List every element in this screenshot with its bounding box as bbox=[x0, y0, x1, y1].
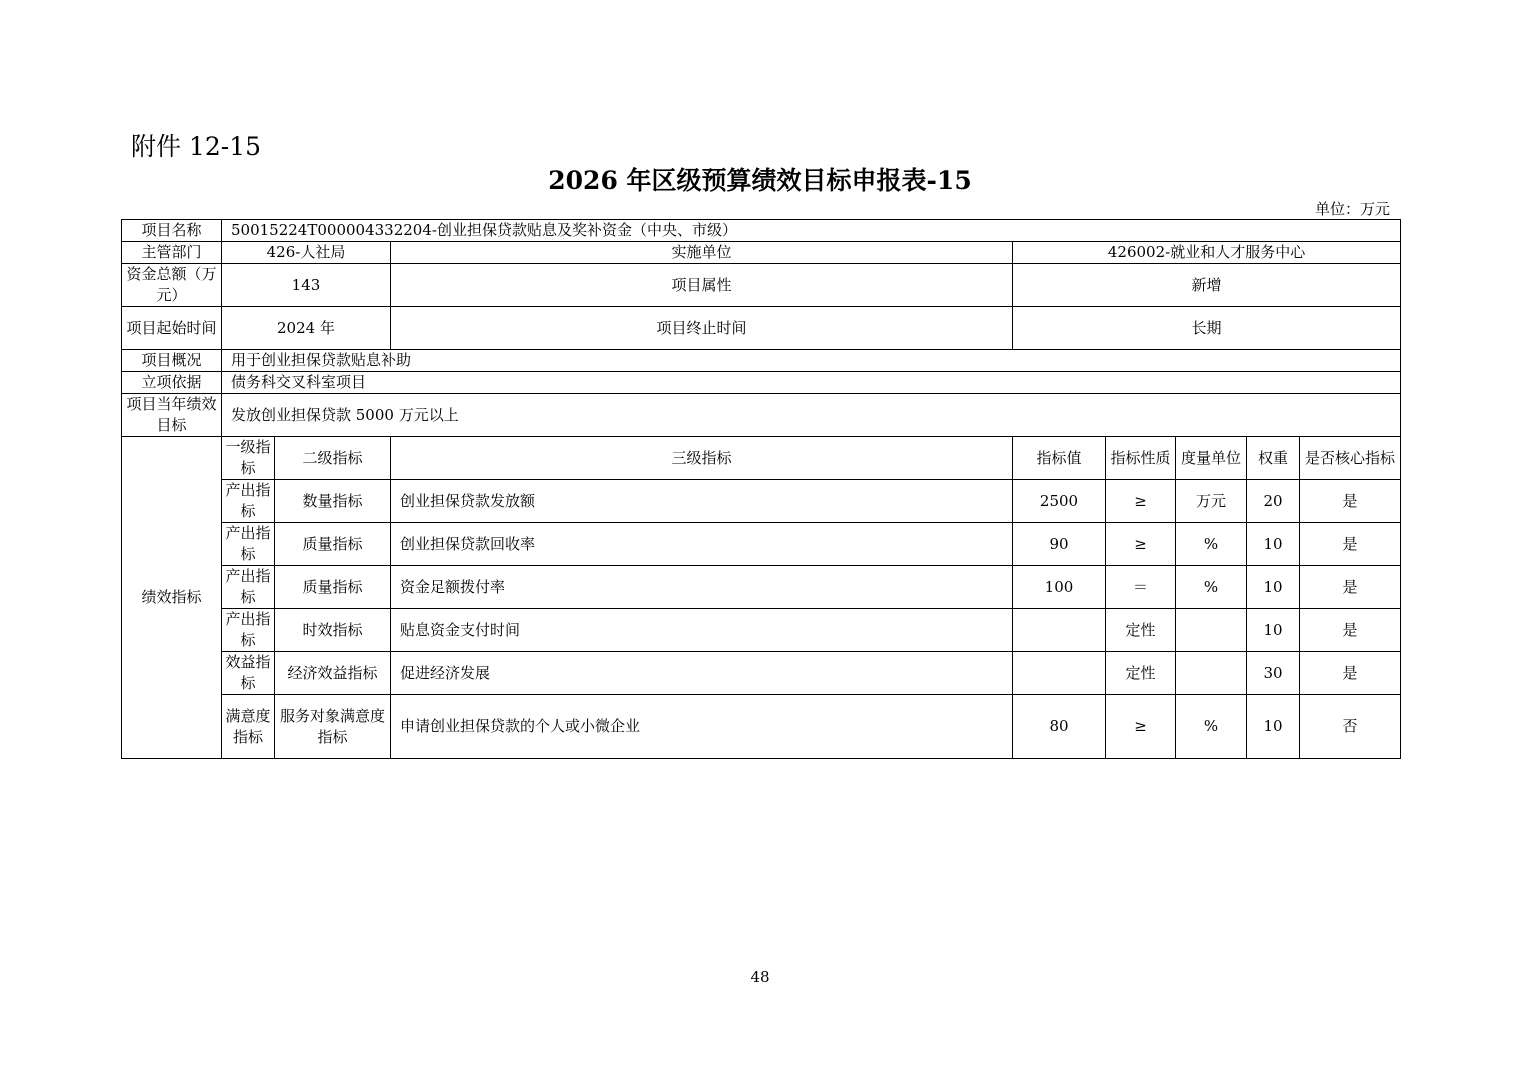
goal-value: 发放创业担保贷款 5000 万元以上 bbox=[222, 394, 1401, 437]
core-cell: 是 bbox=[1300, 609, 1401, 652]
impl-label: 实施单位 bbox=[391, 242, 1013, 264]
weight-cell: 20 bbox=[1247, 480, 1300, 523]
page-number: 48 bbox=[750, 968, 770, 986]
value-cell: 80 bbox=[1013, 695, 1106, 759]
performance-target-table bbox=[121, 219, 1401, 759]
weight-cell: 10 bbox=[1247, 566, 1300, 609]
attachment-label: 附件 12-15 bbox=[131, 132, 262, 161]
impl-value: 426002-就业和人才服务中心 bbox=[1013, 242, 1401, 264]
row-goal bbox=[122, 394, 1401, 437]
weight-cell: 10 bbox=[1247, 609, 1300, 652]
unit-cell: % bbox=[1176, 695, 1247, 759]
row-project-name bbox=[122, 220, 1401, 242]
row-fund bbox=[122, 264, 1401, 307]
level1-cell: 产出指标 bbox=[222, 566, 275, 609]
level2-cell: 时效指标 bbox=[275, 609, 391, 652]
indicator-row bbox=[122, 566, 1401, 609]
nature-cell: ≥ bbox=[1106, 480, 1176, 523]
nature-cell: ≥ bbox=[1106, 695, 1176, 759]
row-overview bbox=[122, 350, 1401, 372]
header-value: 指标值 bbox=[1013, 437, 1106, 480]
level3-cell: 创业担保贷款回收率 bbox=[391, 523, 1013, 566]
level3-cell: 促进经济发展 bbox=[391, 652, 1013, 695]
unit-cell bbox=[1176, 652, 1247, 695]
value-cell: 100 bbox=[1013, 566, 1106, 609]
core-cell: 是 bbox=[1300, 566, 1401, 609]
level1-cell: 满意度指标 bbox=[222, 695, 275, 759]
unit-cell bbox=[1176, 609, 1247, 652]
core-cell: 是 bbox=[1300, 480, 1401, 523]
indicator-row bbox=[122, 609, 1401, 652]
overview-label: 项目概况 bbox=[122, 350, 222, 372]
unit-cell: % bbox=[1176, 566, 1247, 609]
header-core: 是否核心指标 bbox=[1300, 437, 1401, 480]
end-value: 长期 bbox=[1013, 307, 1401, 350]
core-cell: 是 bbox=[1300, 523, 1401, 566]
goal-label: 项目当年绩效目标 bbox=[122, 394, 222, 437]
value-cell: 2500 bbox=[1013, 480, 1106, 523]
indicator-header-row bbox=[122, 437, 1401, 480]
attr-value: 新增 bbox=[1013, 264, 1401, 307]
indicator-row bbox=[122, 480, 1401, 523]
project-name-value: 50015224T000004332204-创业担保贷款贴息及奖补资金（中央、市级） bbox=[222, 220, 1401, 242]
level2-cell: 数量指标 bbox=[275, 480, 391, 523]
weight-cell: 30 bbox=[1247, 652, 1300, 695]
fund-label: 资金总额（万元） bbox=[122, 264, 222, 307]
end-label: 项目终止时间 bbox=[391, 307, 1013, 350]
nature-cell: 定性 bbox=[1106, 652, 1176, 695]
overview-value: 用于创业担保贷款贴息补助 bbox=[222, 350, 1401, 372]
nature-cell: 定性 bbox=[1106, 609, 1176, 652]
basis-label: 立项依据 bbox=[122, 372, 222, 394]
project-name-label: 项目名称 bbox=[122, 220, 222, 242]
unit-note: 单位：万元 bbox=[1314, 200, 1390, 218]
level2-cell: 质量指标 bbox=[275, 523, 391, 566]
header-level2: 二级指标 bbox=[275, 437, 391, 480]
nature-cell: ＝ bbox=[1106, 566, 1176, 609]
core-cell: 是 bbox=[1300, 652, 1401, 695]
level1-cell: 产出指标 bbox=[222, 523, 275, 566]
row-dates bbox=[122, 307, 1401, 350]
unit-cell: 万元 bbox=[1176, 480, 1247, 523]
unit-cell: % bbox=[1176, 523, 1247, 566]
weight-cell: 10 bbox=[1247, 523, 1300, 566]
header-level3: 三级指标 bbox=[391, 437, 1013, 480]
basis-value: 债务科交叉科室项目 bbox=[222, 372, 1401, 394]
indicators-section-label: 绩效指标 bbox=[122, 437, 222, 759]
fund-value: 143 bbox=[222, 264, 391, 307]
weight-cell: 10 bbox=[1247, 695, 1300, 759]
level1-cell: 效益指标 bbox=[222, 652, 275, 695]
attr-label: 项目属性 bbox=[391, 264, 1013, 307]
indicator-row bbox=[122, 695, 1401, 759]
indicator-row bbox=[122, 523, 1401, 566]
level3-cell: 创业担保贷款发放额 bbox=[391, 480, 1013, 523]
value-cell bbox=[1013, 652, 1106, 695]
indicator-row bbox=[122, 652, 1401, 695]
start-label: 项目起始时间 bbox=[122, 307, 222, 350]
dept-value: 426-人社局 bbox=[222, 242, 391, 264]
header-weight: 权重 bbox=[1247, 437, 1300, 480]
nature-cell: ≥ bbox=[1106, 523, 1176, 566]
level2-cell: 服务对象满意度指标 bbox=[275, 695, 391, 759]
core-cell: 否 bbox=[1300, 695, 1401, 759]
header-level1: 一级指标 bbox=[222, 437, 275, 480]
level2-cell: 质量指标 bbox=[275, 566, 391, 609]
value-cell: 90 bbox=[1013, 523, 1106, 566]
dept-label: 主管部门 bbox=[122, 242, 222, 264]
level3-cell: 资金足额拨付率 bbox=[391, 566, 1013, 609]
level2-cell: 经济效益指标 bbox=[275, 652, 391, 695]
header-nature: 指标性质 bbox=[1106, 437, 1176, 480]
page-title: 2026 年区级预算绩效目标申报表-15 bbox=[548, 166, 972, 195]
level1-cell: 产出指标 bbox=[222, 609, 275, 652]
header-unit: 度量单位 bbox=[1176, 437, 1247, 480]
level1-cell: 产出指标 bbox=[222, 480, 275, 523]
row-basis bbox=[122, 372, 1401, 394]
start-value: 2024 年 bbox=[222, 307, 391, 350]
level3-cell: 贴息资金支付时间 bbox=[391, 609, 1013, 652]
level3-cell: 申请创业担保贷款的个人或小微企业 bbox=[391, 695, 1013, 759]
value-cell bbox=[1013, 609, 1106, 652]
row-department bbox=[122, 242, 1401, 264]
